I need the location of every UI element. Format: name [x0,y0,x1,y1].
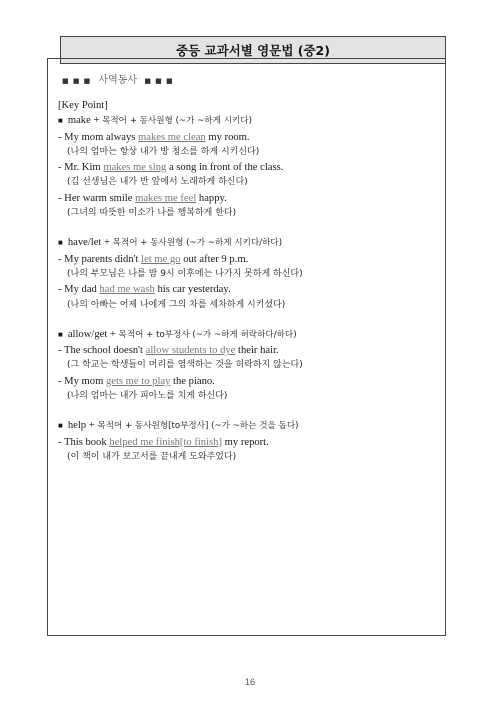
example-post: happy. [196,192,227,204]
rule-korean: 목적어 + 동사원형[to부정사] (~가 ~하는 것을 돕다) [97,421,299,432]
group-spacer [58,404,438,418]
example-translation: (이 책이 내가 보고서를 끝내게 도와주었다) [67,451,237,462]
example-sentence [58,435,438,450]
example-underlined: makes me clean [138,131,206,143]
rule-groups [58,113,438,465]
rule-line [58,113,438,129]
example-pre: - Her warm smile [58,192,136,204]
example-translation: (나의 엄마는 내가 피아노를 치게 하신다) [67,391,228,402]
example-pre: - The school doesn't [58,345,146,357]
example-translation: (그녀의 따뜻한 미소가 나를 행복하게 한다) [67,208,237,219]
example-underlined: makes me sing [103,162,167,174]
bullet-square: ■ [58,116,63,126]
example-sentence [58,343,438,358]
rule-english: help + [67,420,98,432]
example-sentence [58,252,438,267]
rule-english: have/let + [67,237,113,249]
section-marker-right: ■ ■ ■ [144,77,174,85]
example-underlined: had me wash [99,284,155,296]
example-post: the piano. [170,375,215,387]
example-pre: - My dad [58,284,100,296]
example-sentence [58,374,438,389]
example-underlined: makes me feel [135,192,197,204]
example-post: my room. [205,131,250,143]
example-pre: - My mom always [58,131,139,143]
example-translation: (나의 부모님은 나를 밤 9시 이후에는 나가지 못하게 하신다) [67,268,303,279]
bullet-square: ■ [58,329,63,339]
section-label [62,71,174,86]
example-underlined: helped me finish[to finish] [109,436,222,448]
bullet-square: ■ [58,238,63,248]
section-title: 사역동사 [98,75,138,86]
example-sentence [58,191,438,206]
example-underlined: let me go [141,253,181,265]
lesson-content [58,98,438,465]
example-underlined: allow students to dye [145,345,236,357]
rule-english: make + [67,115,103,127]
page-number: 16 [244,677,255,687]
rule-korean: 목적어 + 동사원형 (~가 ~하게 시키다/하다) [112,238,283,249]
example-translation: (나의 아빠는 어제 나에게 그의 차를 세차하게 시키셨다) [67,299,286,310]
rule-line [58,327,438,343]
example-post: their hair. [235,345,279,357]
example-post: my report. [222,436,269,448]
example-translation: (나의 엄마는 항상 내가 방 청소를 하게 시키신다) [67,146,260,157]
example-translation: (김 선생님은 내가 반 앞에서 노래하게 하신다) [67,177,248,188]
bullet-square: ■ [58,421,63,431]
example-underlined: gets me to play [105,375,171,387]
rule-english: allow/get + [67,328,119,340]
example-sentence [58,130,438,145]
example-post: out after 9 p.m. [180,253,249,265]
section-marker-left: ■ ■ ■ [62,77,92,85]
rule-korean: 목적어 + 동사원형 (~가 ~하게 시키다) [102,116,252,127]
header-title: 중등 교과서별 영문법 (중2) [176,43,330,58]
example-translation: (그 학교는 학생들이 머리를 염색하는 것을 허락하지 않는다) [67,360,303,371]
example-sentence [58,160,438,175]
example-pre: - My parents didn't [58,253,142,265]
example-pre: - This book [58,436,110,448]
rule-line [58,235,438,251]
example-pre: - Mr. Kim [58,162,104,174]
key-point-heading: [Key Point] [58,100,108,111]
example-pre: - My mom [58,375,106,387]
example-sentence [58,282,438,297]
rule-line [58,418,438,434]
group-spacer [58,221,438,235]
example-post: his car yesterday. [154,284,231,296]
rule-korean: 목적어 + to부정사 (~가 ~하게 허락하다/하다) [118,329,297,340]
example-post: a song in front of the class. [166,162,284,174]
group-spacer [58,313,438,327]
